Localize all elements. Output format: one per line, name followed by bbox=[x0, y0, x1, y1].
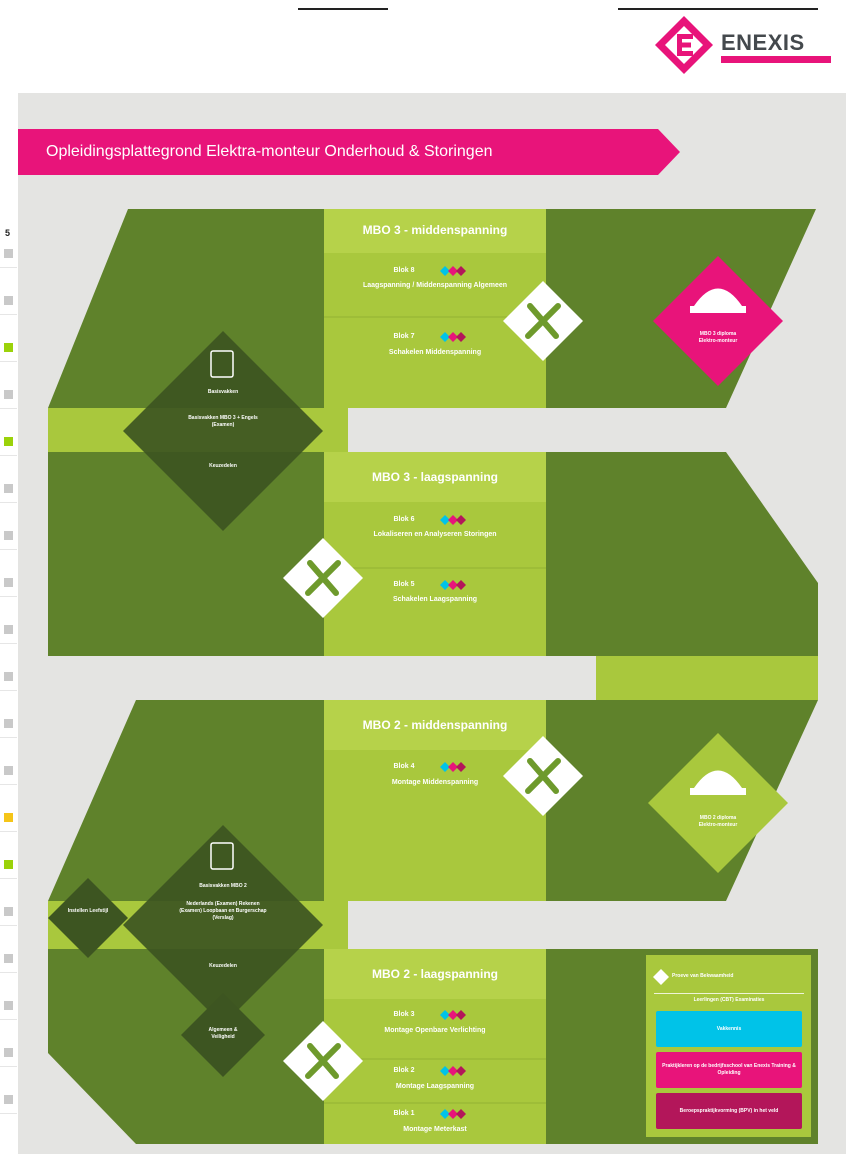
strip-cell bbox=[0, 476, 17, 503]
strip-mark bbox=[4, 390, 13, 399]
module-num: Blok 7 bbox=[393, 333, 415, 340]
strip-cell bbox=[0, 429, 17, 456]
strip-mark bbox=[4, 907, 13, 916]
heading-mbo2-ms: MBO 2 - middenspanning bbox=[362, 718, 508, 732]
strip-cell bbox=[0, 946, 17, 973]
module-num: Blok 6 bbox=[393, 516, 415, 523]
heading-mbo3-ms: MBO 3 - middenspanning bbox=[362, 223, 508, 237]
training-map-poster bbox=[18, 93, 846, 1154]
module-num: Blok 8 bbox=[393, 267, 415, 274]
legend-item-praktijkleren: Praktijkleren op de bedrijfsschool van Enexis Training & Opleiding bbox=[656, 1052, 802, 1088]
heading-mbo3-ls: MBO 3 - laagspanning bbox=[371, 470, 498, 484]
theory-mbo3-title: Basisvakken bbox=[207, 389, 239, 395]
strip-mark bbox=[4, 578, 13, 587]
strip-mark bbox=[4, 672, 13, 681]
strip-cell bbox=[0, 1040, 17, 1067]
module-num: Blok 2 bbox=[393, 1067, 415, 1074]
page-header bbox=[18, 0, 846, 93]
strip-cell bbox=[0, 523, 17, 550]
module-name: Montage Laagspanning bbox=[395, 1083, 475, 1090]
module-num: Blok 1 bbox=[393, 1110, 415, 1117]
module-num: Blok 4 bbox=[393, 763, 415, 770]
enexis-logo-mark bbox=[653, 14, 715, 76]
strip-cell bbox=[0, 805, 17, 832]
strip-cell bbox=[0, 382, 17, 409]
strip-cell bbox=[0, 335, 17, 362]
module-num: Blok 5 bbox=[393, 581, 415, 588]
legend-title: Proeve van Bekwaamheid bbox=[672, 973, 734, 979]
strip-cell bbox=[0, 570, 17, 597]
brand-name: ENEXIS bbox=[721, 30, 805, 55]
strip-cell bbox=[0, 617, 17, 644]
strip-cell bbox=[0, 241, 17, 268]
legend-item-bpv: Beroepspraktijkvorming (BPV) in het veld bbox=[656, 1093, 802, 1129]
strip-mark bbox=[4, 813, 13, 822]
strip-mark bbox=[4, 1001, 13, 1010]
module-name: Lokaliseren en Analyseren Storingen bbox=[373, 531, 497, 538]
brand-tagline-bar bbox=[721, 56, 831, 63]
heading-mbo2-ls: MBO 2 - laagspanning bbox=[371, 967, 498, 981]
strip-cell bbox=[0, 758, 17, 785]
module-name: Montage Middenspanning bbox=[391, 779, 479, 786]
strip-mark bbox=[4, 625, 13, 634]
theory-mbo2-body: Nederlands (Examen) Rekenen (Examen) Loopbaan en Burgerschap (Verslag) bbox=[179, 901, 267, 921]
strip-mark bbox=[4, 954, 13, 963]
module-name: Laagspanning / Middenspanning Algemeen bbox=[362, 282, 508, 289]
strip-cell bbox=[0, 288, 17, 315]
safety-label: Algemeen & Veiligheid bbox=[208, 1027, 238, 1040]
strip-mark bbox=[4, 1048, 13, 1057]
poster-title: Opleidingsplattegrond Elektra-monteur Onderhoud & Storingen bbox=[46, 143, 493, 160]
module-name: Montage Meterkast bbox=[403, 1126, 467, 1133]
connector-2 bbox=[596, 656, 818, 700]
diploma-mbo2-label: MBO 2 diploma Elektro-monteur bbox=[698, 815, 738, 828]
top-cut-shapes-2 bbox=[618, 0, 818, 10]
strip-cell bbox=[0, 899, 17, 926]
poster-artwork bbox=[18, 93, 846, 1154]
row-number: 5 bbox=[5, 228, 11, 238]
strip-mark bbox=[4, 531, 13, 540]
diploma-mbo3-label: MBO 3 diploma Elektro-monteur bbox=[698, 331, 738, 344]
legend-item-vakkennis: Vakkennis bbox=[656, 1011, 802, 1047]
theory-mbo2-title: Basisvakken MBO 2 bbox=[199, 883, 247, 889]
strip-mark bbox=[4, 296, 13, 305]
strip-mark bbox=[4, 766, 13, 775]
strip-mark bbox=[4, 343, 13, 352]
strip-mark bbox=[4, 860, 13, 869]
theory-mbo3-body: Basisvakken MBO 3 + Engels (Examen) bbox=[188, 415, 258, 428]
module-name: Schakelen Laagspanning bbox=[392, 596, 478, 603]
strip-mark bbox=[4, 719, 13, 728]
module-name: Montage Openbare Verlichting bbox=[384, 1027, 486, 1034]
theory-mbo2-footer: Keuzedelen bbox=[209, 963, 237, 969]
module-num: Blok 3 bbox=[393, 1011, 415, 1018]
module-name: Schakelen Middenspanning bbox=[388, 349, 482, 356]
strip-cell bbox=[0, 1087, 17, 1114]
strip-mark bbox=[4, 249, 13, 258]
legend-subtitle: Leerlingen (CBT) Examinaties bbox=[693, 997, 765, 1003]
strip-cell bbox=[0, 993, 17, 1020]
top-cut-shapes bbox=[298, 0, 388, 10]
strip-mark bbox=[4, 1095, 13, 1104]
intro-label: Instellen Leefstijl bbox=[67, 908, 109, 914]
strip-cell bbox=[0, 711, 17, 738]
theory-mbo3-footer: Keuzedelen bbox=[209, 463, 237, 469]
strip-cell bbox=[0, 664, 17, 691]
spreadsheet-row-strip bbox=[0, 0, 19, 1154]
strip-mark bbox=[4, 437, 13, 446]
strip-mark bbox=[4, 484, 13, 493]
strip-cell bbox=[0, 852, 17, 879]
